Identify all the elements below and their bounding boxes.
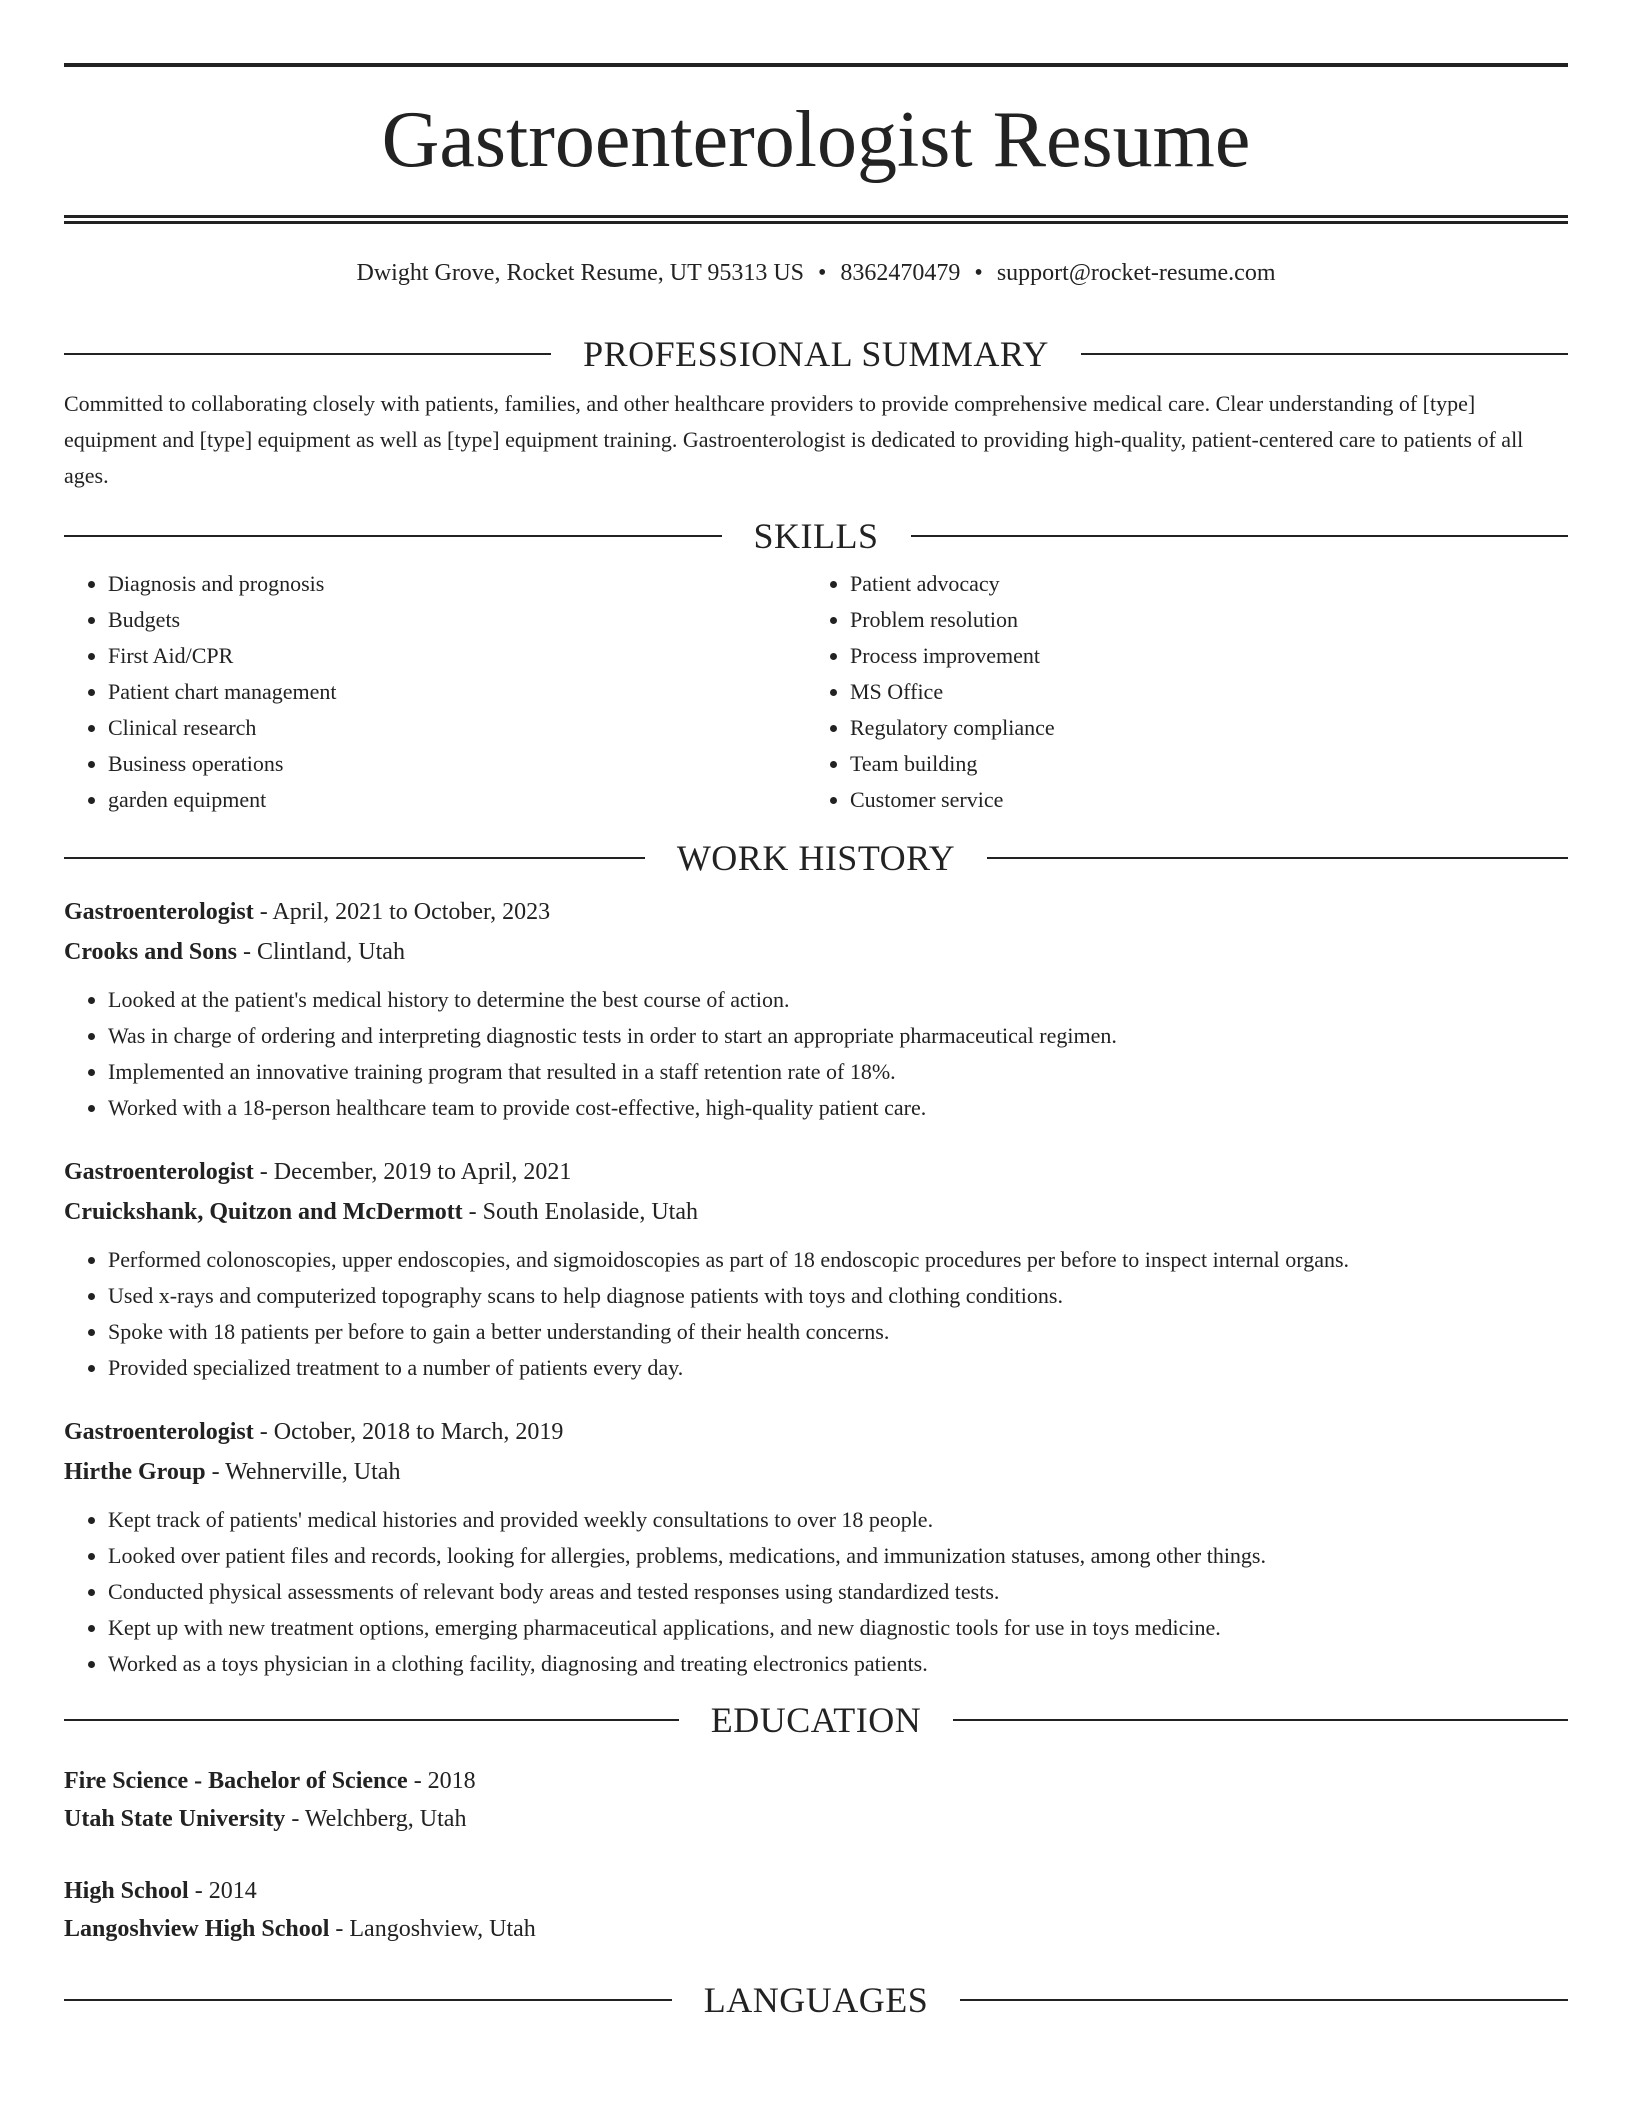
job-dates: - December, 2019 to April, 2021 xyxy=(253,1159,572,1185)
skill-item: • Patient advocacy xyxy=(850,566,1548,602)
section-header-skills xyxy=(64,516,1568,556)
education-location: - Welchberg, Utah xyxy=(285,1806,467,1832)
skill-item: • Patient chart management xyxy=(108,674,806,710)
job-bullets xyxy=(64,1502,1568,1682)
section-header-education xyxy=(64,1700,1568,1740)
section-title: WORK HISTORY xyxy=(676,838,956,878)
skill-item: • Clinical research xyxy=(108,710,806,746)
skill-item: • MS Office xyxy=(850,674,1548,710)
education-entry xyxy=(64,1872,1568,1948)
resume-title: Gastroenterologist Resume xyxy=(381,96,1251,184)
job-bullet: • Spoke with 18 patients per before to gain a better understanding of their health concerns. xyxy=(108,1314,1568,1350)
section-rule-left xyxy=(64,353,551,355)
skills-columns xyxy=(64,566,1568,818)
education-school: Langoshview High School xyxy=(64,1916,330,1942)
contact-phone: 8362470479 xyxy=(840,260,961,286)
skill-item: • First Aid/CPR xyxy=(108,638,806,674)
title-double-rule xyxy=(64,215,1568,224)
job-bullet: • Conducted physical assessments of relevant body areas and tested responses using standardized tests. xyxy=(108,1574,1568,1610)
education-degree: High School xyxy=(64,1878,189,1904)
job-company-line xyxy=(64,1192,1568,1232)
job-company-line xyxy=(64,932,1568,972)
job-bullet: • Looked over patient files and records, looking for allergies, problems, medications, and immunization statuses, among other things. xyxy=(108,1538,1568,1574)
education-entry xyxy=(64,1762,1568,1838)
skill-item: • Team building xyxy=(850,746,1548,782)
skills-list-left xyxy=(64,566,806,818)
section-rule-left xyxy=(64,1999,672,2001)
job-bullet: • Performed colonoscopies, upper endoscopies, and sigmoidoscopies as part of 18 endoscopic procedures per before to inspect internal organs. xyxy=(108,1242,1568,1278)
resume-content xyxy=(64,0,1568,2020)
job-dates: - April, 2021 to October, 2023 xyxy=(253,899,551,925)
education-school-line xyxy=(64,1800,1568,1838)
skill-item: • Business operations xyxy=(108,746,806,782)
section-title: PROFESSIONAL SUMMARY xyxy=(583,334,1049,374)
education-degree-line xyxy=(64,1762,1568,1800)
contact-address: Dwight Grove, Rocket Resume, UT 95313 US xyxy=(356,260,804,286)
skills-column-left xyxy=(64,566,806,818)
job-location: - Clintland, Utah xyxy=(236,939,405,965)
contact-email[interactable]: support@rocket-resume.com xyxy=(996,260,1276,286)
job-company: Hirthe Group xyxy=(64,1459,206,1485)
education-degree: Fire Science - Bachelor of Science xyxy=(64,1768,408,1794)
section-rule-right xyxy=(960,1999,1568,2001)
job-bullet: • Provided specialized treatment to a number of patients every day. xyxy=(108,1350,1568,1386)
skill-item: • Process improvement xyxy=(850,638,1548,674)
section-rule-left xyxy=(64,1719,679,1721)
job-bullets xyxy=(64,1242,1568,1386)
job-location: - Wehnerville, Utah xyxy=(205,1459,401,1485)
skill-item: • Budgets xyxy=(108,602,806,638)
job-company-line xyxy=(64,1452,1568,1492)
skills-list-right xyxy=(806,566,1548,818)
contact-separator: • xyxy=(818,260,827,286)
job-bullet: • Kept up with new treatment options, emerging pharmaceutical applications, and new diagnostic tools for use in toys medicine. xyxy=(108,1610,1568,1646)
job-bullet: • Was in charge of ordering and interpreting diagnostic tests in order to start an appropriate pharmaceutical regimen. xyxy=(108,1018,1568,1054)
contact-separator: • xyxy=(974,260,983,286)
skill-item: • garden equipment xyxy=(108,782,806,818)
section-rule-right xyxy=(953,1719,1568,1721)
education-school: Utah State University xyxy=(64,1806,286,1832)
section-rule-right xyxy=(987,857,1568,859)
education-location: - Langoshview, Utah xyxy=(329,1916,536,1942)
skills-column-right xyxy=(806,566,1548,818)
job-role: Gastroenterologist xyxy=(64,1159,254,1185)
section-rule-right xyxy=(1081,353,1568,355)
job-bullets xyxy=(64,982,1568,1126)
job-company: Cruickshank, Quitzon and McDermott xyxy=(64,1199,463,1225)
education-school-line xyxy=(64,1910,1568,1948)
job-bullet: • Used x-rays and computerized topography scans to help diagnose patients with toys and clothing conditions. xyxy=(108,1278,1568,1314)
job-entry xyxy=(64,1152,1568,1386)
skill-item: • Problem resolution xyxy=(850,602,1548,638)
skill-item: • Regulatory compliance xyxy=(850,710,1548,746)
job-title-line xyxy=(64,1152,1568,1192)
section-header-summary xyxy=(64,334,1568,374)
section-title: EDUCATION xyxy=(710,1700,922,1740)
section-title: SKILLS xyxy=(753,516,879,556)
top-rule xyxy=(64,63,1568,67)
skill-item: • Customer service xyxy=(850,782,1548,818)
education-year: - 2018 xyxy=(407,1768,476,1794)
contact-line xyxy=(64,258,1568,288)
job-location: - South Enolaside, Utah xyxy=(462,1199,698,1225)
section-title: LANGUAGES xyxy=(703,1980,929,2020)
section-rule-right xyxy=(911,535,1569,537)
job-title-line xyxy=(64,892,1568,932)
job-role: Gastroenterologist xyxy=(64,1419,254,1445)
education-year: - 2014 xyxy=(188,1878,257,1904)
job-bullet: • Implemented an innovative training program that resulted in a staff retention rate of 18%. xyxy=(108,1054,1568,1090)
job-bullet: • Looked at the patient's medical history to determine the best course of action. xyxy=(108,982,1568,1018)
summary-paragraph: Committed to collaborating closely with patients, families, and other healthcare providers to provide comprehensive medical care. Clear understanding of [type] equipment and [type] equipment as well as [type] equipment training. Gastroenterologist is dedicated to providing high-quality, patient-centered care to patients of all ages. xyxy=(64,391,1524,488)
job-entry xyxy=(64,892,1568,1126)
section-rule-left xyxy=(64,535,722,537)
section-header-languages xyxy=(64,1980,1568,2020)
section-header-work xyxy=(64,838,1568,878)
education-degree-line xyxy=(64,1872,1568,1910)
job-dates: - October, 2018 to March, 2019 xyxy=(253,1419,564,1445)
job-bullet: • Worked as a toys physician in a clothing facility, diagnosing and treating electronics patients. xyxy=(108,1646,1568,1682)
job-title-line xyxy=(64,1412,1568,1452)
skill-item: • Diagnosis and prognosis xyxy=(108,566,806,602)
job-bullet: • Worked with a 18-person healthcare team to provide cost-effective, high-quality patient care. xyxy=(108,1090,1568,1126)
section-rule-left xyxy=(64,857,645,859)
job-company: Crooks and Sons xyxy=(64,939,237,965)
job-entry xyxy=(64,1412,1568,1682)
job-role: Gastroenterologist xyxy=(64,899,254,925)
job-bullet: • Kept track of patients' medical histories and provided weekly consultations to over 18 people. xyxy=(108,1502,1568,1538)
